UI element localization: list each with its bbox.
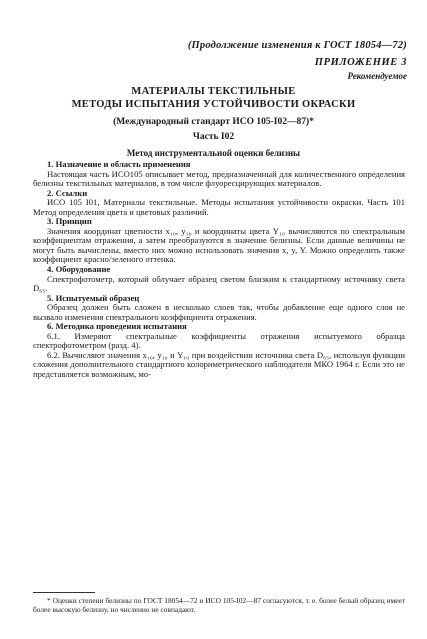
paragraph: Настоящая часть ИСО105 описывает метод, предназначенный для количественного определения белизны текстильных материалов, в том числе флуоресцирующих материалов. [33, 168, 405, 189]
section-heading: 2. Ссылки [47, 187, 88, 198]
document-body [33, 160, 405, 380]
document-title-line-2: МЕТОДЫ ИСПЫТАНИЯ УСТОЙЧИВОСТИ ОКРАСКИ [71, 99, 356, 110]
footnote-divider [33, 592, 95, 593]
footnote-text: * Оценки степени белизны по ГОСТ 18054—72 и ИСО 105-I02—87 согласуются, т. е. более белый образец имеет более высокую белизну, но численно не совпадают. [33, 596, 405, 615]
part-number: Часть I02 [192, 132, 235, 142]
continuation-note: (Продолжение изменения к ГОСТ 18054—72) [187, 40, 407, 51]
method-title: Метод инструментальной оценки белизны [126, 148, 301, 158]
paragraph: 6.1. Измеряют спектральные коэффициенты отражения испытуемого образца спектрофотометром (разд. 4). [33, 330, 405, 351]
paragraph: Спектрофотометр, который облучает образец светом близким к стандартному источнику света D₆₅. [33, 273, 405, 294]
paragraph: 6.2. Вычисляют значения x₁₀, y₁₀ и Y₁₀ при воздействии источника света D₆₅, используя функции сложения дополнительного стандартного колориметрического наблюдателя МКО 1964 г. Если это не представляется возможным, мо- [33, 349, 405, 380]
section-heading: 1. Назначение и область применения [47, 159, 191, 169]
standard-reference: (Международный стандарт ИСО 105-I02—87)* [113, 117, 314, 127]
section-heading: 3. Принцип [47, 216, 92, 227]
paragraph: Образец должен быть сложен в несколько слоев так, чтобы добавление еще одного слоя не вызвало изменения спектрального коэффициента отражения. [33, 302, 405, 322]
document-title-line-1: МАТЕРИАЛЫ ТЕКСТИЛЬНЫЕ [131, 86, 296, 97]
footnote [33, 596, 405, 614]
appendix-label: ПРИЛОЖЕНИЕ 3 [314, 57, 407, 68]
section-heading: 4. Оборудование [47, 264, 111, 275]
paragraph: Значения координат цветности x₁₀, y₁₀ и координаты цвета Y₁₀ вычисляются по спектральным коэффициентам отражения, а затем преобразуются в значение белизны. Если данные величины не могут быть вычислены, вместо них можно использовать значения x, y, Y. Можно определить также коэффициент красно/зеленого оттенка. [33, 225, 405, 265]
paragraph: ИСО 105 I01, Материалы текстильные. Методы испытания устойчивости окраски. Часть 101 Метод определения цвета и цветовых различий. [33, 197, 405, 217]
recommended-label: Рекомендуемое [347, 71, 407, 81]
section-heading: 6. Методика проведения испытания [47, 321, 187, 332]
section-heading: 5. Испытуемый образец [47, 292, 140, 303]
